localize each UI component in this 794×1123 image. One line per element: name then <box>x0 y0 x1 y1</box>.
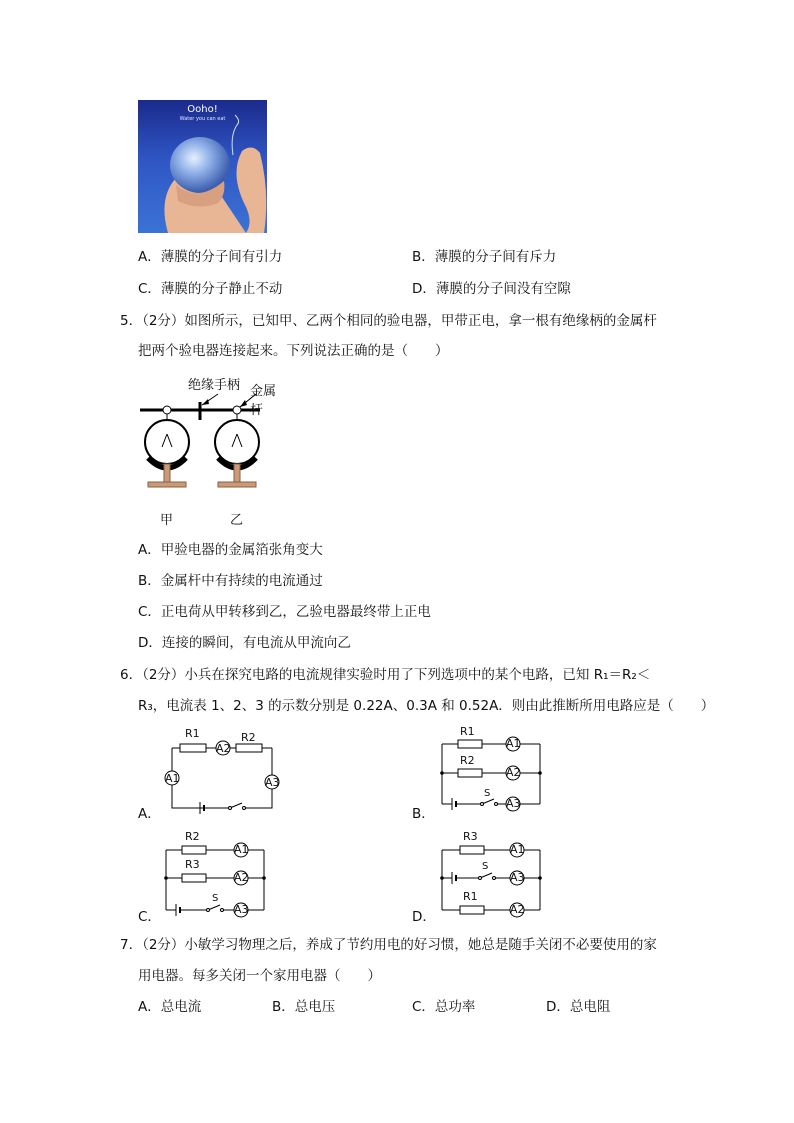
q6-option-d-label: D． <box>412 909 436 925</box>
circuit-d-s: S <box>482 861 489 872</box>
circuit-a <box>160 726 290 816</box>
circuit-b-a1: A1 <box>506 737 521 750</box>
circuit-b-a3: A3 <box>506 797 521 810</box>
circuit-c-a1: A1 <box>234 843 249 856</box>
photo-subtitle: Water you can eat <box>179 116 226 122</box>
label-insulating-handle: 绝缘手柄 <box>188 378 241 393</box>
label-metal-rod: 金属杆 <box>250 384 277 418</box>
q6-stem-line2: R₃，电流表 1、2、3 的示数分别是 0.22A、0.3A 和 0.52A．则由此推断所用电路应是（ ） <box>138 698 715 714</box>
circuit-c <box>162 832 272 918</box>
q7-option-d: D．总电阻 <box>546 999 611 1015</box>
q6-option-c-label: C． <box>138 909 161 925</box>
circuit-a-a1: A1 <box>165 772 180 785</box>
q5-option-c: C．正电荷从甲转移到乙，乙验电器最终带上正电 <box>138 604 431 620</box>
q5-option-d: D．连接的瞬间，有电流从甲流向乙 <box>138 635 351 651</box>
circuit-b-s: S <box>484 788 491 799</box>
q4-option-d: D．薄膜的分子间没有空隙 <box>412 281 571 297</box>
q6-option-a-label: A． <box>138 806 161 822</box>
circuit-a-r1: R1 <box>185 727 200 740</box>
q5-option-a: A．甲验电器的金属箔张角变大 <box>138 542 323 558</box>
circuit-a-a3: A3 <box>265 776 280 789</box>
ooho-photo <box>138 100 267 233</box>
q6-stem-line1: 6．（2分）小兵在探究电路的电流规律实验时用了下列选项中的某个电路，已知 R₁＝R₂＜ <box>120 667 651 683</box>
q7-stem-line2: 用电器。每多关闭一个家用电器（ ） <box>138 968 381 984</box>
q5-stem-line2: 把两个验电器连接起来。下列说法正确的是（ ） <box>138 343 449 359</box>
circuit-b-r1: R1 <box>460 725 475 738</box>
circuit-d-a2: A2 <box>510 903 525 916</box>
circuit-b-r2: R2 <box>460 754 475 767</box>
q7-option-a: A．总电流 <box>138 999 202 1015</box>
circuit-d-a1: A1 <box>510 843 525 856</box>
q7-stem-line1: 7．（2分）小敏学习物理之后，养成了节约用电的好习惯，她总是随手关闭不必要使用的家 <box>120 937 657 953</box>
circuit-a-a2: A2 <box>216 742 231 755</box>
circuit-c-a3: A3 <box>234 903 249 916</box>
circuit-a-r2: R2 <box>241 731 256 744</box>
circuit-d <box>438 832 548 918</box>
circuit-c-r2: R2 <box>185 830 200 843</box>
q5-stem-line1: 5．（2分）如图所示，已知甲、乙两个相同的验电器，甲带正电，拿一根有绝缘柄的金属杆 <box>120 313 657 329</box>
q5-option-b: B．金属杆中有持续的电流通过 <box>138 573 323 589</box>
hand-holding-water-ball <box>138 100 267 233</box>
circuit-d-r3: R3 <box>463 830 478 843</box>
q7-option-c: C．总功率 <box>412 999 476 1015</box>
electroscope-figure <box>138 372 278 532</box>
q4-option-b: B．薄膜的分子间有斥力 <box>412 249 557 265</box>
q6-option-b-label: B． <box>412 806 435 822</box>
photo-title: Ooho! <box>187 104 218 115</box>
circuit-c-r3: R3 <box>185 858 200 871</box>
circuit-b-a2: A2 <box>506 766 521 779</box>
label-jia: 甲 <box>160 513 174 528</box>
q7-option-b: B．总电压 <box>272 999 336 1015</box>
circuit-c-s: S <box>212 893 219 904</box>
label-yi: 乙 <box>230 513 244 528</box>
q4-option-c: C．薄膜的分子静止不动 <box>138 281 283 297</box>
circuit-d-r1: R1 <box>463 890 478 903</box>
circuit-c-a2: A2 <box>234 871 249 884</box>
circuit-d-a3: A3 <box>510 871 525 884</box>
q4-option-a: A．薄膜的分子间有引力 <box>138 249 283 265</box>
circuit-b <box>438 728 548 814</box>
